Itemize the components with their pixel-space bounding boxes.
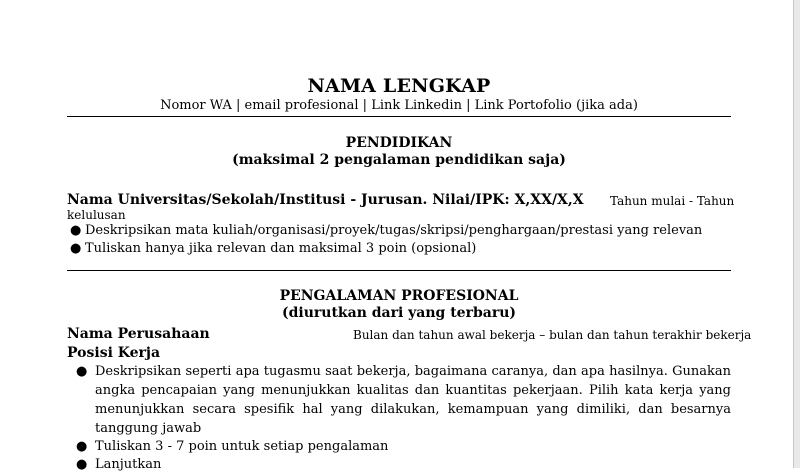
list-item-text: Deskripsikan seperti apa tugasmu saat bekerja, bagaimana caranya, dan apa hasilnya. Gunakan angka pencapaian yang menunjukkan kualitas dan kuantitas pekerjaan. Pilih kata kerja yang menunjukkan secara spesifik hal yang dilakukan, kemampuan yang dimiliki, dan besarnya tanggung jawab [95,364,731,436]
position-title: Posisi Kerja [67,345,161,361]
bullet-icon: ● [70,223,82,238]
list-item [70,240,731,258]
list-item-text: Lanjutkan [95,457,162,472]
list-item-text: Tuliskan hanya jika relevan dan maksimal 3 poin (opsional) [85,241,477,256]
list-item [76,456,731,474]
company-name: Nama Perusahaan [67,326,210,342]
bullet-icon: ● [76,364,88,379]
list-item [76,438,731,456]
education-dates: Tahun mulai - Tahun [610,194,735,208]
bullet-icon: ● [70,241,82,256]
bullet-icon: ● [76,439,88,454]
education-title: PENDIDIKAN [345,135,453,151]
experience-bullet-list [76,362,731,474]
education-subtitle: (maksimal 2 pengalaman pendidikan saja) [232,152,566,168]
experience-subtitle: (diurutkan dari yang terbaru) [281,305,517,321]
header-divider [67,116,731,117]
experience-title: PENGALAMAN PROFESIONAL [279,288,519,304]
education-divider [67,270,731,271]
employment-dates: Bulan dan tahun awal bekerja – bulan dan tahun terakhir bekerja [353,328,752,342]
list-item-text: Tuliskan 3 - 7 poin untuk setiap pengalaman [95,439,389,454]
list-item [76,362,731,438]
list-item [70,222,731,240]
list-item-text: Deskripsikan mata kuliah/organisasi/proyek/tugas/skripsi/penghargaan/prestasi yang relevan [85,223,703,238]
bullet-icon: ● [76,457,88,472]
education-bullet-list [70,222,731,258]
education-dates-continued: kelulusan [67,208,126,222]
full-name-heading: NAMA LENGKAP [307,75,491,97]
document-page[interactable] [67,0,752,472]
education-institution: Nama Universitas/Sekolah/Institusi - Jurusan. Nilai/IPK: X,XX/X,X [67,192,584,208]
contact-line: Nomor WA | email profesional | Link Linkedin | Link Portofolio (jika ada) [160,98,638,113]
page-edge [793,0,800,468]
